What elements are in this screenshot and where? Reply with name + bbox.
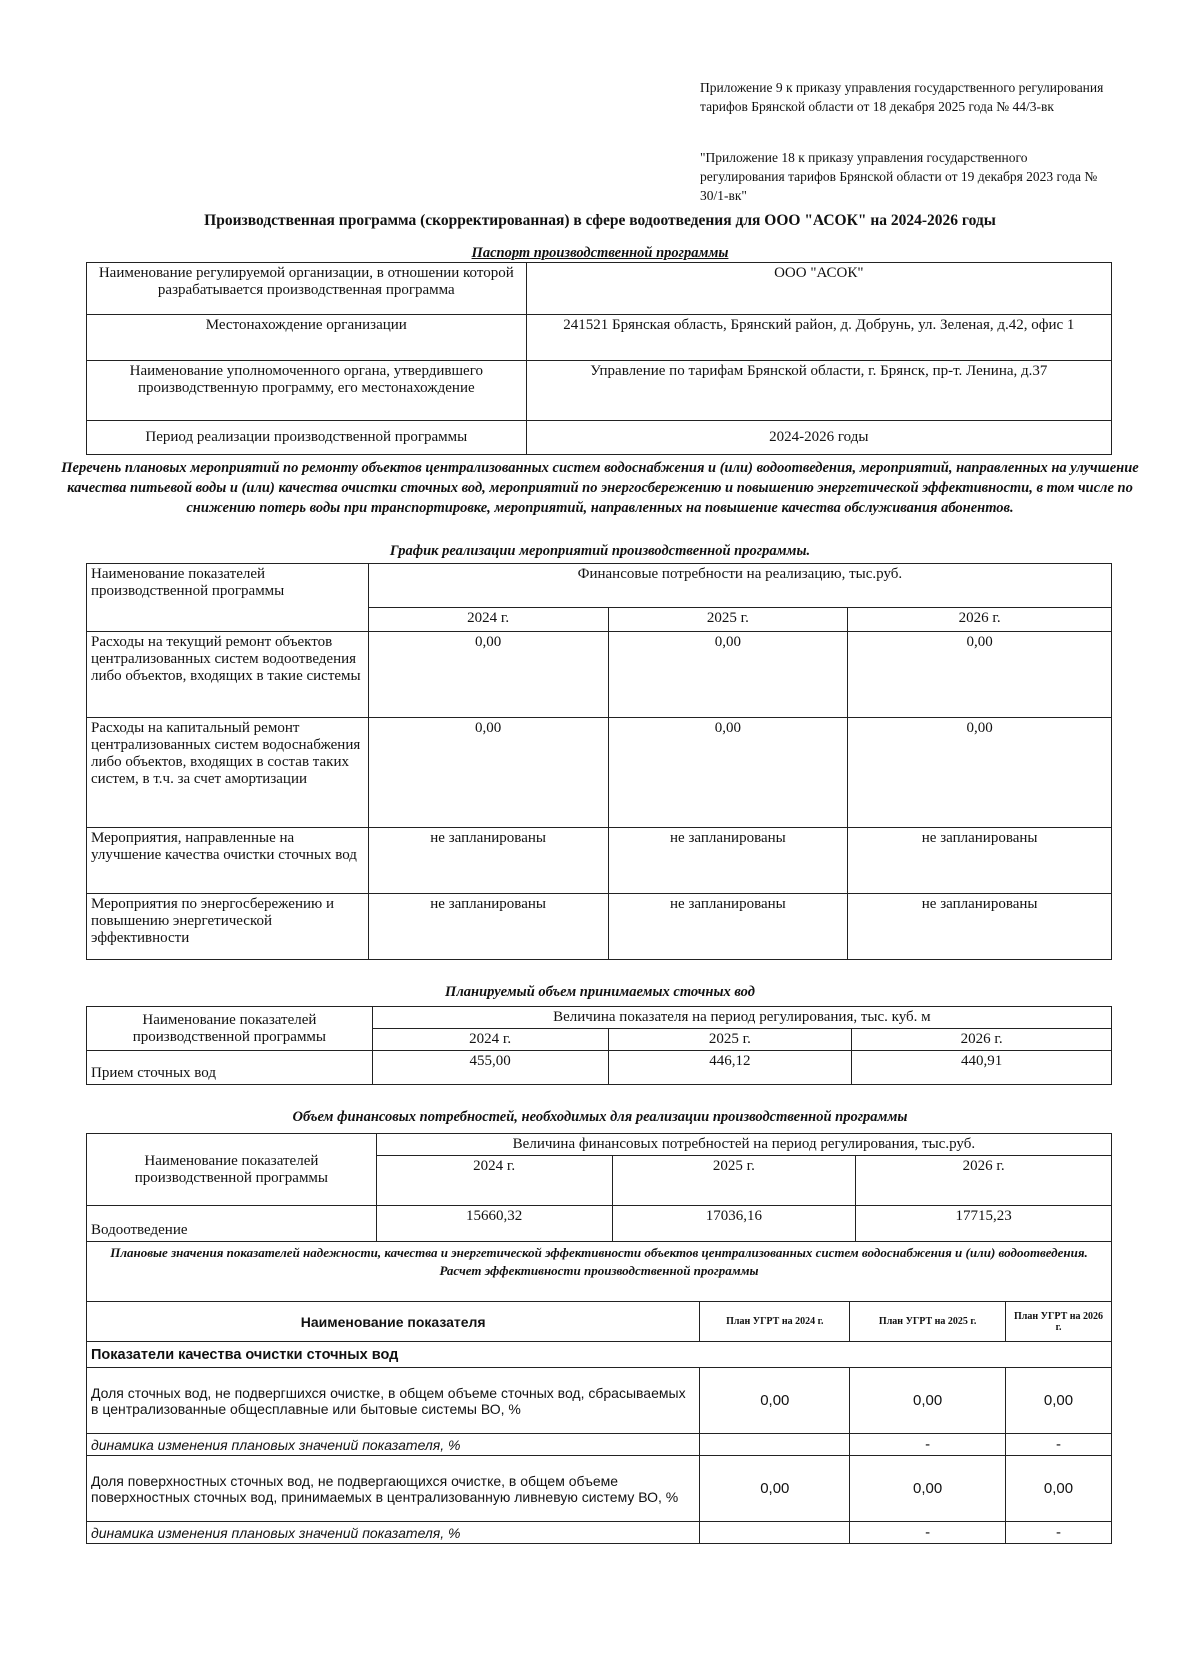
passport-label: Период реализации производственной программы xyxy=(87,421,527,455)
measure-value: не запланированы xyxy=(848,828,1112,894)
passport-table xyxy=(86,262,1112,455)
schedule-caption: График реализации мероприятий производственной программы. xyxy=(389,543,811,559)
indicators-caption xyxy=(87,1242,1112,1302)
passport-caption: Паспорт производственной программы xyxy=(471,245,729,261)
table-row xyxy=(87,263,1112,315)
volume-value: 440,91 xyxy=(852,1051,1112,1085)
passport-value: 2024-2026 годы xyxy=(526,421,1111,455)
table-row xyxy=(87,1368,1112,1434)
measure-label: Расходы на текущий ремонт объектов централизованных систем водоотведения либо объектов, входящих в такие системы xyxy=(87,632,369,718)
finance-value: 17715,23 xyxy=(856,1206,1112,1242)
indicators-caption-1: Плановые значения показателей надежности, качества и энергетической эффективности объектов централизованных систем водоснабжения и (или) водоотведения. xyxy=(110,1245,1088,1260)
volume-value: 455,00 xyxy=(372,1051,608,1085)
table-row xyxy=(87,632,1112,718)
year-header: 2026 г. xyxy=(848,608,1112,632)
measure-value: 0,00 xyxy=(608,632,848,718)
finance-table xyxy=(86,1133,1112,1242)
annex-18-note: "Приложение 18 к приказу управления государственного регулирования тарифов Брянской области от 19 декабря 2023 года № 30/1-вк" xyxy=(700,150,1098,203)
table-row xyxy=(87,828,1112,894)
year-header: 2025 г. xyxy=(612,1156,856,1206)
year-header: 2025 г. xyxy=(608,608,848,632)
table-row xyxy=(87,1242,1112,1302)
indicators-table xyxy=(86,1241,1112,1544)
plan-2024-header: План УГРТ на 2024 г. xyxy=(700,1302,850,1342)
year-header: 2026 г. xyxy=(856,1156,1112,1206)
finance-caption: Объем финансовых потребностей, необходимых для реализации производственной программы xyxy=(292,1109,908,1125)
measure-value: не запланированы xyxy=(368,894,608,960)
passport-value: ООО "АСОК" xyxy=(526,263,1111,315)
measures-group-header: Финансовые потребности на реализацию, тыс.руб. xyxy=(368,564,1111,608)
year-header: 2024 г. xyxy=(368,608,608,632)
measure-value: 0,00 xyxy=(608,718,848,828)
annex-9-note: Приложение 9 к приказу управления государственного регулирования тарифов Брянской области от 18 декабря 2025 года № 44/3-вк xyxy=(700,80,1104,114)
volume-caption: Планируемый объем принимаемых сточных вод xyxy=(445,984,755,1000)
volume-table xyxy=(86,1006,1112,1085)
measure-value: не запланированы xyxy=(608,894,848,960)
table-row xyxy=(87,894,1112,960)
indicators-section-title: Показатели качества очистки сточных вод xyxy=(87,1342,1112,1368)
indicator-value: 0,00 xyxy=(850,1456,1006,1522)
year-header: 2024 г. xyxy=(376,1156,612,1206)
volume-row-label: Прием сточных вод xyxy=(87,1051,373,1085)
indicators-caption-2: Расчет эффективности производственной программы xyxy=(439,1263,759,1278)
year-header: 2024 г. xyxy=(372,1029,608,1051)
table-row xyxy=(87,1456,1112,1522)
indicator-name-header: Наименование показателя xyxy=(87,1302,700,1342)
table-row xyxy=(87,1007,1112,1029)
measures-caption: Перечень плановых мероприятий по ремонту объектов централизованных систем водоснабжения и (или) водоотведения, мероприятий, направленных на улучшение качества питьевой воды и (или) качества очистки сточных вод, мероприятий по энергосбережению и повышению энергетической эффективности, в том числе по снижению потерь воды при транспортировке, мероприятий, направленных на повышение качества обслуживания абонентов. xyxy=(61,460,1139,516)
indicator-label: Доля сточных вод, не подвергшихся очистке, в общем объеме сточных вод, сбрасываемых в централизованные общесплавные или бытовые системы ВО, % xyxy=(87,1368,700,1434)
indicator-value: 0,00 xyxy=(1006,1368,1112,1434)
passport-label: Наименование уполномоченного органа, утвердившего производственную программу, его местонахождение xyxy=(87,361,527,421)
plan-2026-header: План УГРТ на 2026 г. xyxy=(1006,1302,1112,1342)
finance-value: 17036,16 xyxy=(612,1206,856,1242)
measure-label: Мероприятия, направленные на улучшение качества очистки сточных вод xyxy=(87,828,369,894)
table-row xyxy=(87,1302,1112,1342)
dynamics-value xyxy=(700,1522,850,1544)
passport-value: Управление по тарифам Брянской области, г. Брянск, пр-т. Ленина, д.37 xyxy=(526,361,1111,421)
passport-value: 241521 Брянская область, Брянский район, д. Добрунь, ул. Зеленая, д.42, офис 1 xyxy=(526,315,1111,361)
indicator-label: Доля поверхностных сточных вод, не подвергающихся очистке, в общем объеме поверхностных сточных вод, принимаемых в централизованную ливневую систему ВО, % xyxy=(87,1456,700,1522)
table-row xyxy=(87,1051,1112,1085)
table-row xyxy=(87,1342,1112,1368)
table-row xyxy=(87,361,1112,421)
table-row xyxy=(87,564,1112,608)
measure-value: не запланированы xyxy=(368,828,608,894)
indicator-value: 0,00 xyxy=(1006,1456,1112,1522)
dynamics-label: динамика изменения плановых значений показателя, % xyxy=(87,1522,700,1544)
measures-col-header: Наименование показателей производственной программы xyxy=(87,564,369,632)
table-row xyxy=(87,1134,1112,1156)
volume-group-header: Величина показателя на период регулирования, тыс. куб. м xyxy=(372,1007,1111,1029)
measure-value: 0,00 xyxy=(848,718,1112,828)
document-title: Производственная программа (скорректированная) в сфере водоотведения для ООО "АСОК" на 2024-2026 годы xyxy=(204,212,996,229)
volume-col-header: Наименование показателей производственной программы xyxy=(87,1007,373,1051)
passport-label: Наименование регулируемой организации, в отношении которой разрабатывается производственная программа xyxy=(87,263,527,315)
dynamics-label: динамика изменения плановых значений показателя, % xyxy=(87,1434,700,1456)
measures-table xyxy=(86,563,1112,960)
table-row xyxy=(87,421,1112,455)
dynamics-value: - xyxy=(1006,1434,1112,1456)
measure-value: 0,00 xyxy=(848,632,1112,718)
table-row xyxy=(87,1522,1112,1544)
finance-value: 15660,32 xyxy=(376,1206,612,1242)
table-row xyxy=(87,1434,1112,1456)
indicator-value: 0,00 xyxy=(700,1368,850,1434)
year-header: 2026 г. xyxy=(852,1029,1112,1051)
table-row xyxy=(87,1206,1112,1242)
finance-group-header: Величина финансовых потребностей на период регулирования, тыс.руб. xyxy=(376,1134,1111,1156)
table-row xyxy=(87,718,1112,828)
dynamics-value: - xyxy=(850,1434,1006,1456)
measure-value: не запланированы xyxy=(608,828,848,894)
measure-value: не запланированы xyxy=(848,894,1112,960)
dynamics-value: - xyxy=(850,1522,1006,1544)
table-row xyxy=(87,315,1112,361)
passport-label: Местонахождение организации xyxy=(87,315,527,361)
dynamics-value: - xyxy=(1006,1522,1112,1544)
indicator-value: 0,00 xyxy=(700,1456,850,1522)
finance-row-label: Водоотведение xyxy=(87,1206,377,1242)
plan-2025-header: План УГРТ на 2025 г. xyxy=(850,1302,1006,1342)
measure-value: 0,00 xyxy=(368,632,608,718)
dynamics-value xyxy=(700,1434,850,1456)
measure-label: Мероприятия по энергосбережению и повышению энергетической эффективности xyxy=(87,894,369,960)
measure-label: Расходы на капитальный ремонт централизованных систем водоснабжения либо объектов, входящих в состав таких систем, в т.ч. за счет амортизации xyxy=(87,718,369,828)
year-header: 2025 г. xyxy=(608,1029,852,1051)
finance-col-header: Наименование показателей производственной программы xyxy=(87,1134,377,1206)
indicator-value: 0,00 xyxy=(850,1368,1006,1434)
measure-value: 0,00 xyxy=(368,718,608,828)
volume-value: 446,12 xyxy=(608,1051,852,1085)
